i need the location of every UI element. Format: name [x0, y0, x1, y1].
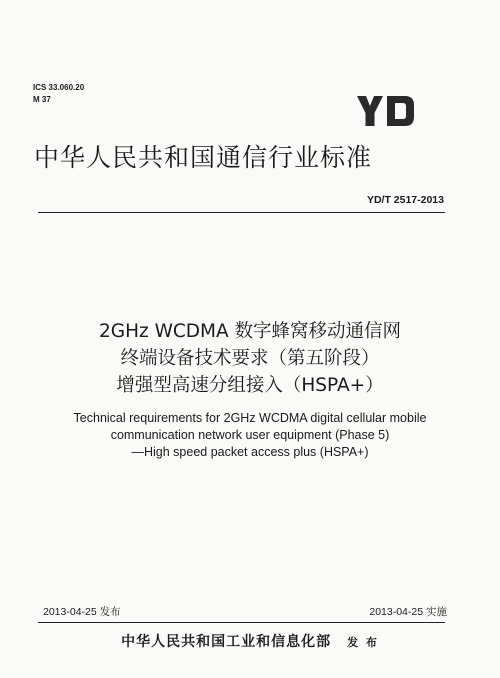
ics-code: ICS 33.060.20 — [33, 83, 85, 92]
effective-date: 2013-04-25 实施 — [369, 606, 447, 618]
title-cn-line-2: 终端设备技术要求（第五阶段） — [120, 348, 380, 369]
classification-codes — [33, 82, 84, 106]
title-cn-line-3: 增强型高速分组接入（HSPA+） — [116, 375, 384, 396]
yd-logo — [356, 94, 416, 128]
publisher-suffix: 发 布 — [347, 636, 379, 649]
title-en-line-1: Technical requirements for 2GHz WCDMA digital cellular mobile — [73, 411, 427, 425]
ccs-code: M 37 — [33, 95, 51, 104]
title-cn-line-1: 2GHz WCDMA 数字蜂窝移动通信网 — [98, 321, 402, 342]
footer-divider — [38, 622, 445, 623]
publisher-name: 中华人民共和国工业和信息化部 — [121, 634, 332, 650]
header-divider — [38, 212, 445, 213]
issue-date: 2013-04-25 发布 — [43, 606, 121, 618]
standard-number: YD/T 2517-2013 — [366, 194, 444, 206]
publisher — [0, 631, 500, 651]
standard-category-title: 中华人民共和国通信行业标准 — [34, 143, 373, 172]
title-en-line-2: communication network user equipment (Phase 5) — [110, 428, 390, 442]
title-en-line-3: —High speed packet access plus (HSPA+) — [131, 445, 369, 459]
